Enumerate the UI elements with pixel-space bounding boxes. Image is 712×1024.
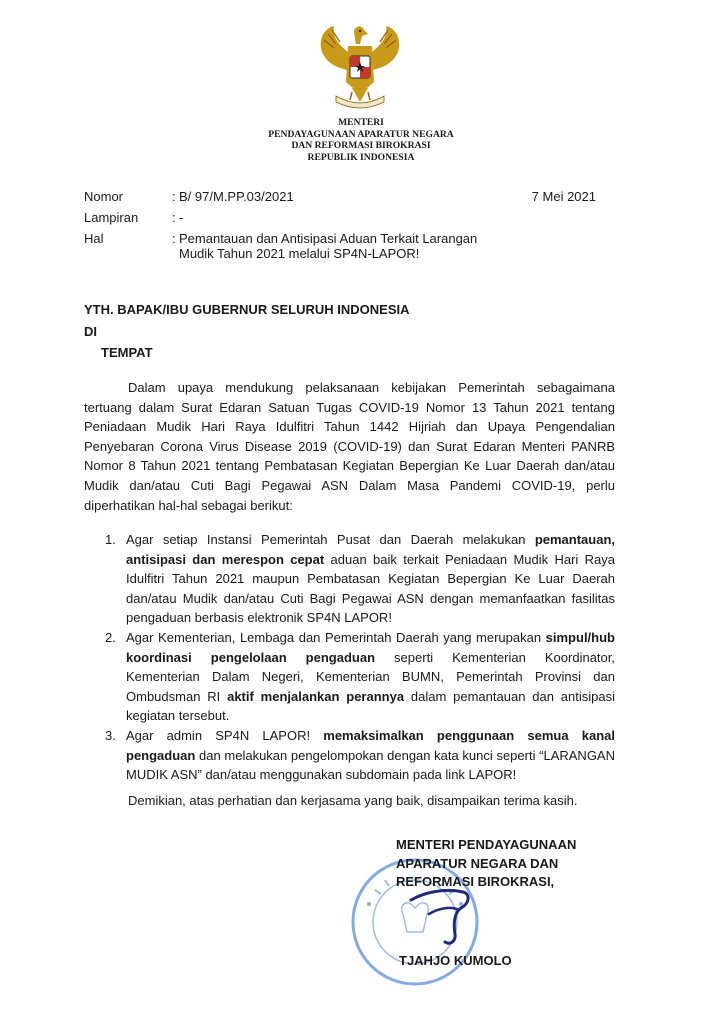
- list-item: [84, 628, 615, 726]
- signatory-title: [396, 836, 576, 892]
- addressee-line-3: TEMPAT: [101, 345, 153, 360]
- letterhead-line-4: REPUBLIK INDONESIA: [307, 151, 415, 163]
- instruction-list: [84, 530, 615, 785]
- hal-colon: :: [172, 231, 176, 246]
- list-item-text: aduan baik terkait Peniadaan Mudik Hari Raya Idulfitri Tahun 2021 maupun Pembatasan Kegiatan Bepergian Ke Luar Daerah dan/atau Mudik dan/atau Cuti Bagi Pegawai ASN dengan memanfaatkan fasilitas pengaduan berbasis elektronik SP4N LAPOR!: [126, 551, 615, 626]
- letter-date: 7 Mei 2021: [531, 189, 596, 204]
- garuda-emblem: [314, 22, 406, 112]
- signatory-title-line-3: REFORMASI BIROKRASI,: [396, 874, 555, 889]
- list-item-bold-text: memaksimalkan penggunaan semua kanal pengaduan: [126, 727, 615, 763]
- lampiran-label: Lampiran: [84, 210, 139, 225]
- nomor-value: B/ 97/M.PP.03/2021: [179, 189, 294, 204]
- list-item-text: seperti Kementerian Koordinator, Kementerian Dalam Negeri, Kementerian BUMN, Pemerintah Provinsi dan Ombudsman RI: [126, 649, 615, 704]
- list-item-text: Agar Kementerian, Lembaga dan Pemerintah Daerah yang merupakan: [126, 629, 546, 645]
- letterhead-line-3: DAN REFORMASI BIROKRASI: [291, 140, 431, 152]
- closing-sentence: Demikian, atas perhatian dan kerjasama yang baik, disampaikan terima kasih.: [128, 793, 578, 808]
- nomor-colon: :: [172, 189, 176, 204]
- addressee-line-1: YTH. BAPAK/IBU GUBERNUR SELURUH INDONESIA: [84, 302, 410, 317]
- list-item-text: dan melakukan pengelompokan dengan kata kunci seperti “LARANGAN MUDIK ASN” dan/atau menggunakan subdomain pada link LAPOR!: [126, 747, 615, 783]
- signatory-title-line-1: MENTERI PENDAYAGUNAAN: [396, 837, 577, 852]
- lampiran-colon: :: [172, 210, 176, 225]
- list-item-number: 2.: [105, 629, 116, 645]
- list-item-text: Agar setiap Instansi Pemerintah Pusat dan Daerah melakukan: [126, 532, 535, 547]
- intro-paragraph: Dalam upaya mendukung pelaksanaan kebijakan Pemerintah sebagaimana tertuang dalam Surat Edaran Satuan Tugas COVID-19 Nomor 13 Tahun 2021 tentang Peniadaan Mudik Hari Raya Idulfitri Tahun 1442 Hijriah dan Upaya Pengendalian Penyebaran Corona Virus Disease 2019 (COVID-19) dan Surat Edaran Menteri PANRB Nomor 8 Tahun 2021 tentang Pembatasan Kegiatan Bepergian Ke Luar Daerah dan/atau Mudik dan/atau Cuti Bagi Pegawai ASN Dalam Masa Pandemi COVID-19, perlu diperhatikan hal-hal sebagai berikut:: [84, 380, 615, 513]
- hal-label: Hal: [84, 231, 104, 246]
- signatory-name: TJAHJO KUMOLO: [399, 953, 512, 968]
- list-item-bold-text: aktif menjalankan perannya: [227, 688, 405, 704]
- letter-metadata: [84, 189, 604, 291]
- list-item: [84, 530, 615, 628]
- list-item-number: 3.: [105, 727, 116, 743]
- list-item-text: dalam pemantauan dan antisipasi kegiatan tersebut.: [126, 688, 615, 724]
- letterhead-line-1: MENTERI: [338, 117, 384, 128]
- letterhead: [230, 117, 492, 163]
- hal-value: Pemantauan dan Antisipasi Aduan Terkait Larangan Mudik Tahun 2021 melalui SP4N-LAPOR!: [179, 231, 478, 261]
- list-item-bold-text: pemantauan, antisipasi dan merespon cepat: [126, 532, 615, 567]
- addressee-line-2: DI: [84, 324, 97, 339]
- list-item-number: 1.: [105, 532, 116, 547]
- list-item-text: Agar admin SP4N LAPOR!: [126, 727, 324, 743]
- nomor-label: Nomor: [84, 189, 124, 204]
- signatory-title-line-2: APARATUR NEGARA DAN: [396, 855, 559, 871]
- list-item: [84, 726, 615, 785]
- letterhead-line-2: PENDAYAGUNAAN APARATUR NEGARA: [268, 128, 454, 140]
- list-item-bold-text: simpul/hub koordinasi pengelolaan pengaduan: [126, 629, 615, 665]
- lampiran-value: -: [179, 210, 184, 225]
